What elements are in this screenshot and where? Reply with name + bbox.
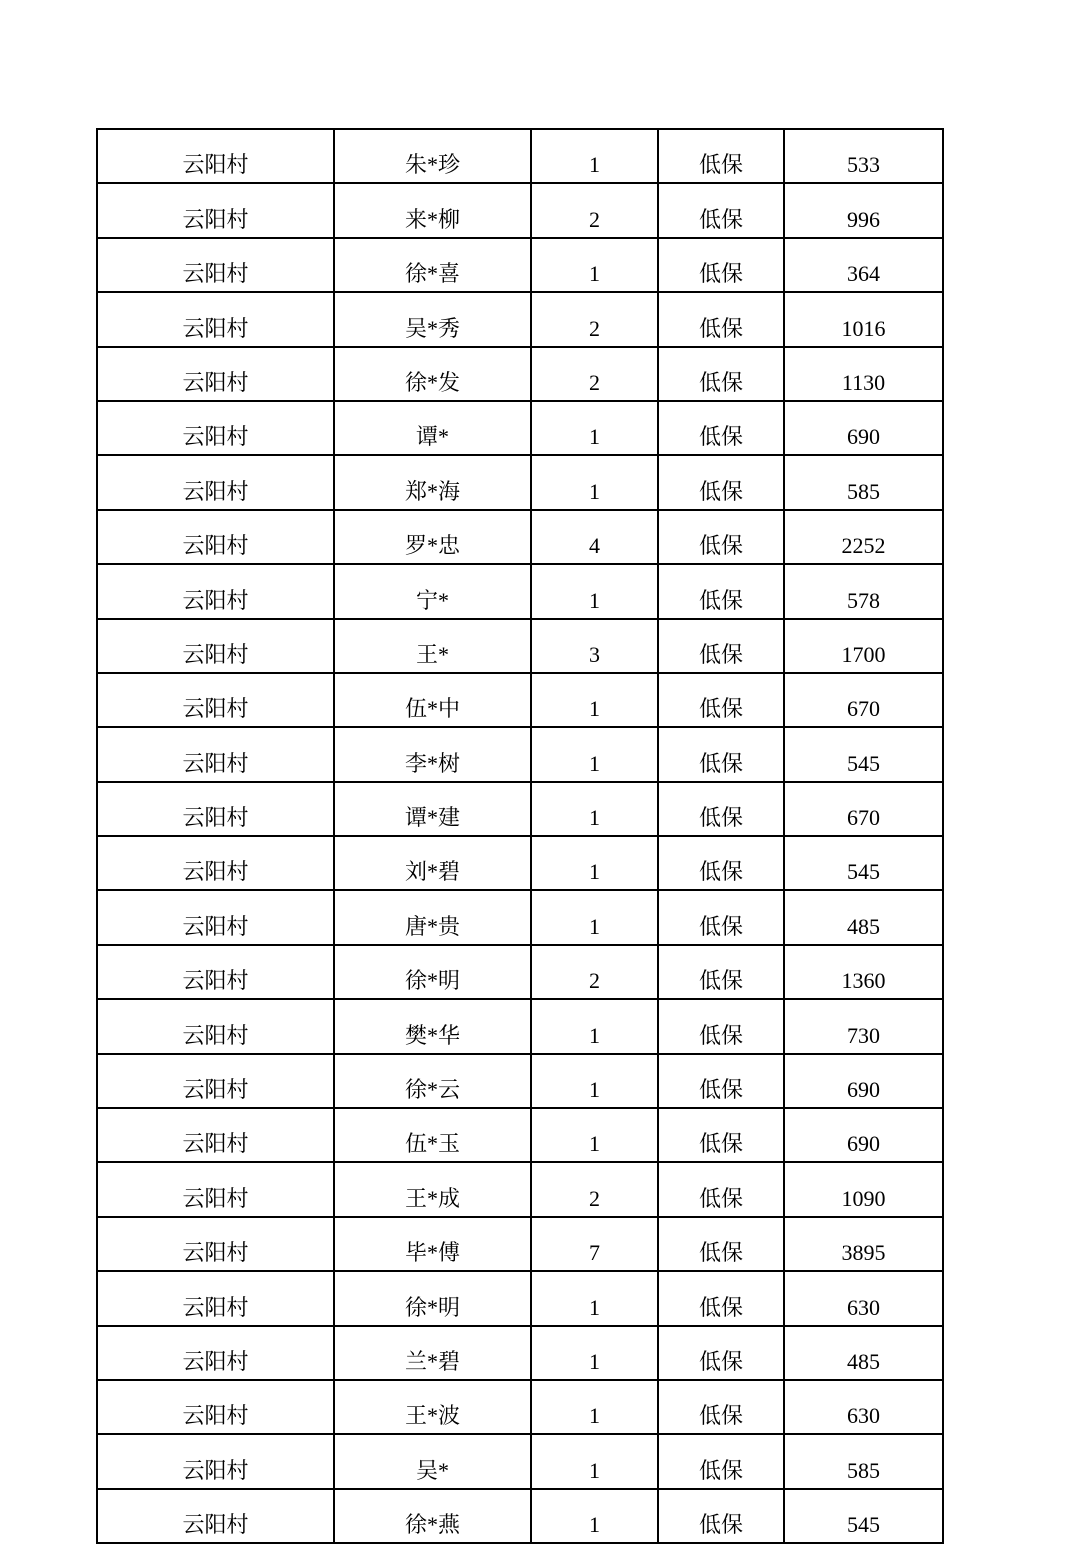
household-count-cell: 1 — [531, 1271, 658, 1325]
person-name-cell: 谭*建 — [334, 782, 531, 836]
person-name-cell: 李*树 — [334, 727, 531, 781]
person-name-cell: 徐*喜 — [334, 238, 531, 292]
person-name-cell: 朱*珍 — [334, 129, 531, 183]
village-cell: 云阳村 — [97, 1489, 334, 1543]
benefit-type-cell: 低保 — [658, 619, 784, 673]
village-cell: 云阳村 — [97, 347, 334, 401]
person-name-cell: 徐*云 — [334, 1054, 531, 1108]
household-count-cell: 1 — [531, 1380, 658, 1434]
village-cell: 云阳村 — [97, 510, 334, 564]
amount-cell: 1700 — [784, 619, 943, 673]
table-row — [97, 945, 943, 999]
table-row — [97, 836, 943, 890]
household-count-cell: 2 — [531, 347, 658, 401]
benefit-type-cell: 低保 — [658, 129, 784, 183]
household-count-cell: 1 — [531, 999, 658, 1053]
household-count-cell: 1 — [531, 890, 658, 944]
person-name-cell: 郑*海 — [334, 455, 531, 509]
benefit-type-cell: 低保 — [658, 673, 784, 727]
household-count-cell: 2 — [531, 183, 658, 237]
benefit-type-cell: 低保 — [658, 1217, 784, 1271]
amount-cell: 364 — [784, 238, 943, 292]
amount-cell: 730 — [784, 999, 943, 1053]
village-cell: 云阳村 — [97, 292, 334, 346]
household-count-cell: 1 — [531, 401, 658, 455]
village-cell: 云阳村 — [97, 945, 334, 999]
benefit-type-cell: 低保 — [658, 999, 784, 1053]
household-count-cell: 1 — [531, 727, 658, 781]
table-row — [97, 1054, 943, 1108]
amount-cell: 545 — [784, 1489, 943, 1543]
household-count-cell: 7 — [531, 1217, 658, 1271]
person-name-cell: 徐*燕 — [334, 1489, 531, 1543]
table-row — [97, 1489, 943, 1543]
amount-cell: 1090 — [784, 1162, 943, 1216]
table-row — [97, 238, 943, 292]
table-row — [97, 1326, 943, 1380]
amount-cell: 630 — [784, 1380, 943, 1434]
table-row — [97, 1162, 943, 1216]
village-cell: 云阳村 — [97, 1271, 334, 1325]
table-row — [97, 782, 943, 836]
household-count-cell: 4 — [531, 510, 658, 564]
benefit-type-cell: 低保 — [658, 183, 784, 237]
person-name-cell: 徐*明 — [334, 945, 531, 999]
table-row — [97, 619, 943, 673]
village-cell: 云阳村 — [97, 401, 334, 455]
amount-cell: 690 — [784, 1054, 943, 1108]
person-name-cell: 毕*傅 — [334, 1217, 531, 1271]
table-row — [97, 510, 943, 564]
village-cell: 云阳村 — [97, 183, 334, 237]
amount-cell: 585 — [784, 455, 943, 509]
amount-cell: 485 — [784, 890, 943, 944]
benefit-type-cell: 低保 — [658, 238, 784, 292]
benefit-type-cell: 低保 — [658, 292, 784, 346]
amount-cell: 1016 — [784, 292, 943, 346]
person-name-cell: 徐*发 — [334, 347, 531, 401]
person-name-cell: 樊*华 — [334, 999, 531, 1053]
benefit-type-cell: 低保 — [658, 1271, 784, 1325]
person-name-cell: 宁* — [334, 564, 531, 618]
household-count-cell: 3 — [531, 619, 658, 673]
village-cell: 云阳村 — [97, 1054, 334, 1108]
amount-cell: 3895 — [784, 1217, 943, 1271]
table-row — [97, 564, 943, 618]
table-row — [97, 401, 943, 455]
benefit-type-cell: 低保 — [658, 1380, 784, 1434]
person-name-cell: 王*成 — [334, 1162, 531, 1216]
amount-cell: 485 — [784, 1326, 943, 1380]
person-name-cell: 谭* — [334, 401, 531, 455]
amount-cell: 690 — [784, 1108, 943, 1162]
household-count-cell: 1 — [531, 129, 658, 183]
household-count-cell: 2 — [531, 292, 658, 346]
benefit-type-cell: 低保 — [658, 890, 784, 944]
household-count-cell: 1 — [531, 1434, 658, 1488]
household-count-cell: 1 — [531, 455, 658, 509]
amount-cell: 578 — [784, 564, 943, 618]
amount-cell: 585 — [784, 1434, 943, 1488]
table-row — [97, 1380, 943, 1434]
household-count-cell: 2 — [531, 1162, 658, 1216]
amount-cell: 690 — [784, 401, 943, 455]
benefit-type-cell: 低保 — [658, 1489, 784, 1543]
household-count-cell: 1 — [531, 1489, 658, 1543]
person-name-cell: 伍*中 — [334, 673, 531, 727]
village-cell: 云阳村 — [97, 673, 334, 727]
benefit-type-cell: 低保 — [658, 1054, 784, 1108]
village-cell: 云阳村 — [97, 836, 334, 890]
village-cell: 云阳村 — [97, 455, 334, 509]
table-row — [97, 1434, 943, 1488]
benefit-type-cell: 低保 — [658, 510, 784, 564]
table-row — [97, 727, 943, 781]
village-cell: 云阳村 — [97, 890, 334, 944]
benefit-type-cell: 低保 — [658, 401, 784, 455]
person-name-cell: 王*波 — [334, 1380, 531, 1434]
person-name-cell: 兰*碧 — [334, 1326, 531, 1380]
amount-cell: 630 — [784, 1271, 943, 1325]
benefit-type-cell: 低保 — [658, 1434, 784, 1488]
village-cell: 云阳村 — [97, 782, 334, 836]
village-cell: 云阳村 — [97, 727, 334, 781]
person-name-cell: 徐*明 — [334, 1271, 531, 1325]
household-count-cell: 2 — [531, 945, 658, 999]
table-row — [97, 1217, 943, 1271]
village-cell: 云阳村 — [97, 1217, 334, 1271]
village-cell: 云阳村 — [97, 1380, 334, 1434]
household-count-cell: 1 — [531, 564, 658, 618]
amount-cell: 545 — [784, 836, 943, 890]
amount-cell: 1360 — [784, 945, 943, 999]
household-count-cell: 1 — [531, 673, 658, 727]
table-row — [97, 183, 943, 237]
amount-cell: 533 — [784, 129, 943, 183]
person-name-cell: 唐*贵 — [334, 890, 531, 944]
village-cell: 云阳村 — [97, 1434, 334, 1488]
household-count-cell: 1 — [531, 836, 658, 890]
table-row — [97, 347, 943, 401]
benefit-type-cell: 低保 — [658, 727, 784, 781]
table-row — [97, 455, 943, 509]
person-name-cell: 伍*玉 — [334, 1108, 531, 1162]
household-count-cell: 1 — [531, 1054, 658, 1108]
table-row — [97, 1271, 943, 1325]
village-cell: 云阳村 — [97, 238, 334, 292]
village-cell: 云阳村 — [97, 619, 334, 673]
benefit-type-cell: 低保 — [658, 782, 784, 836]
table-row — [97, 890, 943, 944]
village-cell: 云阳村 — [97, 999, 334, 1053]
table-body — [97, 129, 943, 1543]
person-name-cell: 来*柳 — [334, 183, 531, 237]
village-cell: 云阳村 — [97, 1108, 334, 1162]
village-cell: 云阳村 — [97, 129, 334, 183]
table-row — [97, 129, 943, 183]
person-name-cell: 吴* — [334, 1434, 531, 1488]
household-count-cell: 1 — [531, 1108, 658, 1162]
person-name-cell: 王* — [334, 619, 531, 673]
village-cell: 云阳村 — [97, 1162, 334, 1216]
amount-cell: 670 — [784, 782, 943, 836]
subsidy-table — [96, 128, 944, 1544]
person-name-cell: 吴*秀 — [334, 292, 531, 346]
benefit-type-cell: 低保 — [658, 455, 784, 509]
benefit-type-cell: 低保 — [658, 564, 784, 618]
benefit-type-cell: 低保 — [658, 1162, 784, 1216]
amount-cell: 545 — [784, 727, 943, 781]
table-row — [97, 999, 943, 1053]
benefit-type-cell: 低保 — [658, 836, 784, 890]
household-count-cell: 1 — [531, 782, 658, 836]
benefit-type-cell: 低保 — [658, 1326, 784, 1380]
household-count-cell: 1 — [531, 238, 658, 292]
benefit-type-cell: 低保 — [658, 1108, 784, 1162]
person-name-cell: 刘*碧 — [334, 836, 531, 890]
amount-cell: 1130 — [784, 347, 943, 401]
benefit-type-cell: 低保 — [658, 945, 784, 999]
village-cell: 云阳村 — [97, 564, 334, 618]
table-row — [97, 292, 943, 346]
amount-cell: 670 — [784, 673, 943, 727]
person-name-cell: 罗*忠 — [334, 510, 531, 564]
benefit-type-cell: 低保 — [658, 347, 784, 401]
table-row — [97, 673, 943, 727]
village-cell: 云阳村 — [97, 1326, 334, 1380]
table-row — [97, 1108, 943, 1162]
amount-cell: 996 — [784, 183, 943, 237]
amount-cell: 2252 — [784, 510, 943, 564]
household-count-cell: 1 — [531, 1326, 658, 1380]
